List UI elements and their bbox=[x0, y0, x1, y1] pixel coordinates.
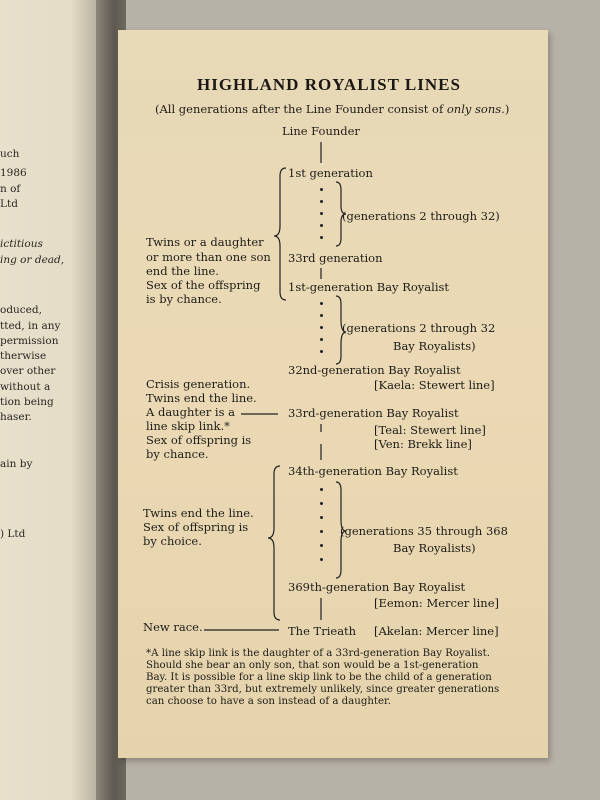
dot bbox=[320, 488, 323, 491]
dot bbox=[320, 338, 323, 341]
label-bay-1: 1st-generation Bay Royalist bbox=[288, 280, 450, 294]
label-line-founder: Line Founder bbox=[282, 124, 360, 138]
left-fragment: over other bbox=[0, 365, 56, 377]
dot bbox=[320, 200, 323, 203]
brace-left-1 bbox=[274, 168, 286, 300]
label-bay-32: 32nd-generation Bay Royalist bbox=[288, 363, 461, 377]
dot bbox=[320, 544, 323, 547]
note-choice: by choice. bbox=[143, 534, 202, 548]
dot bbox=[320, 314, 323, 317]
note-twins-daughter: Twins or a daughter bbox=[146, 235, 264, 249]
label-bay-34: 34th-generation Bay Royalist bbox=[288, 464, 458, 478]
label-bay-2-32-cont: Bay Royalists) bbox=[393, 339, 476, 353]
left-fragment: ain by bbox=[0, 458, 33, 470]
brace-left-2 bbox=[268, 466, 280, 620]
note-crisis: Twins end the line. bbox=[146, 391, 257, 405]
label-gens-2-32: (generations 2 through 32) bbox=[342, 209, 500, 223]
label-bay-35-368: (generations 35 through 368 bbox=[340, 524, 508, 538]
left-fragment: Ltd bbox=[0, 198, 18, 210]
label-gen-33: 33rd generation bbox=[288, 251, 383, 265]
left-fragment: therwise bbox=[0, 350, 47, 362]
brace-right-1 bbox=[336, 182, 346, 246]
left-fragment: ictitious bbox=[0, 238, 43, 250]
label-trieath: The Trieath bbox=[288, 624, 357, 638]
dot bbox=[320, 516, 323, 519]
note-crisis: Sex of offspring is bbox=[146, 433, 252, 447]
left-fragment: tted, in any bbox=[0, 320, 61, 332]
label-bay-2-32: (generations 2 through 32 bbox=[342, 321, 496, 335]
left-fragment: permission bbox=[0, 335, 59, 347]
left-fragment: uch bbox=[0, 148, 20, 160]
note-twins-daughter: or more than one son bbox=[146, 250, 271, 264]
note-crisis: line skip link.* bbox=[146, 419, 230, 433]
footnote-line: Bay. It is possible for a line skip link to be the child of a generation bbox=[146, 672, 492, 683]
label-eemon: [Eemon: Mercer line] bbox=[374, 596, 499, 610]
brace-right-3 bbox=[336, 482, 346, 578]
dot bbox=[320, 236, 323, 239]
left-fragment: n of bbox=[0, 183, 21, 195]
label-ven: [Ven: Brekk line] bbox=[374, 437, 472, 451]
page-title: HIGHLAND ROYALIST LINES bbox=[197, 75, 461, 94]
dot bbox=[320, 224, 323, 227]
footnote-line: can choose to have a son instead of a daughter. bbox=[146, 696, 392, 707]
dot bbox=[320, 350, 323, 353]
footnote-line: greater than 33rd, but extremely unlikely, since greater generations bbox=[146, 684, 500, 695]
left-fragment: 1986 bbox=[0, 167, 27, 179]
note-crisis: A daughter is a bbox=[146, 405, 236, 419]
note-twins-daughter: end the line. bbox=[146, 264, 219, 278]
left-fragment: without a bbox=[0, 381, 51, 393]
left-fragment: oduced, bbox=[0, 304, 42, 316]
dot bbox=[320, 326, 323, 329]
note-crisis: by chance. bbox=[146, 447, 209, 461]
note-choice: Sex of offspring is bbox=[143, 520, 249, 534]
note-choice: Twins end the line. bbox=[143, 506, 254, 520]
dot bbox=[320, 558, 323, 561]
label-bay-33: 33rd-generation Bay Royalist bbox=[288, 406, 459, 420]
dot bbox=[320, 212, 323, 215]
subtitle: (All generations after the Line Founder consist of only sons.) bbox=[155, 102, 510, 116]
left-fragment: haser. bbox=[0, 411, 32, 423]
footnote-line: *A line skip link is the daughter of a 33rd-generation Bay Royalist. bbox=[146, 648, 490, 659]
dot bbox=[320, 530, 323, 533]
left-fragment: tion being bbox=[0, 396, 54, 408]
note-twins-daughter: Sex of the offspring bbox=[146, 278, 261, 292]
label-bay-369: 369th-generation Bay Royalist bbox=[288, 580, 466, 594]
note-new-race: New race. bbox=[143, 620, 203, 634]
note-twins-daughter: is by chance. bbox=[146, 292, 222, 306]
dot bbox=[320, 188, 323, 191]
dot bbox=[320, 502, 323, 505]
label-gen-1: 1st generation bbox=[288, 166, 373, 180]
label-bay-35-368-cont: Bay Royalists) bbox=[393, 541, 476, 555]
dot bbox=[320, 302, 323, 305]
brace-right-2 bbox=[336, 296, 346, 364]
label-kaela: [Kaela: Stewert line] bbox=[374, 378, 495, 392]
footnote-line: Should she bear an only son, that son would be a 1st-generation bbox=[146, 660, 479, 671]
left-fragment: ) Ltd bbox=[0, 528, 26, 540]
label-teal: [Teal: Stewert line] bbox=[374, 423, 486, 437]
note-crisis: Crisis generation. bbox=[146, 377, 251, 391]
label-akelan: [Akelan: Mercer line] bbox=[374, 624, 499, 638]
left-fragment: ing or dead, bbox=[0, 254, 65, 266]
